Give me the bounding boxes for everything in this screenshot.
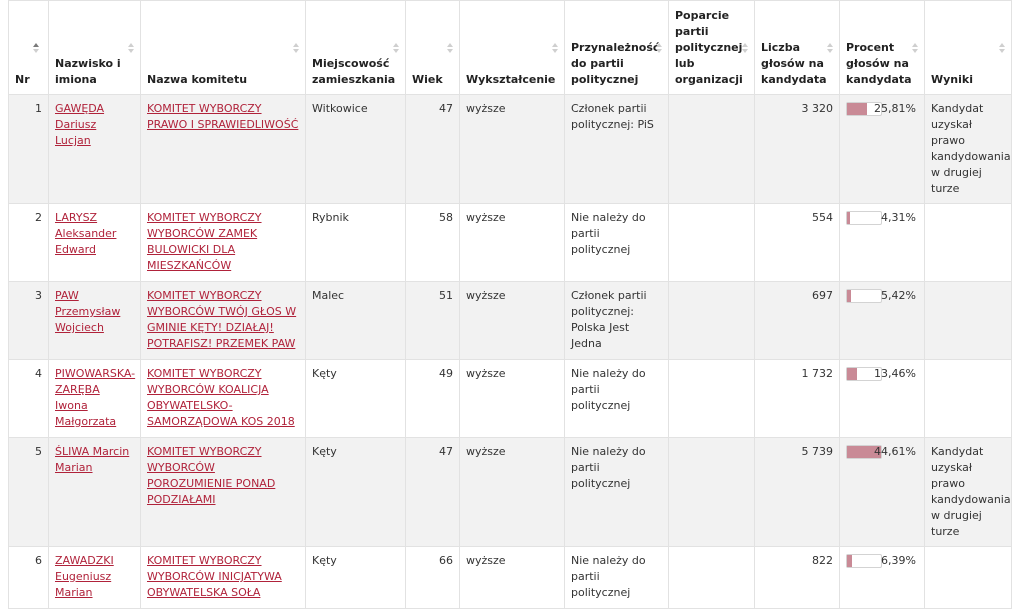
table-row [9,282,1012,360]
percent-value: 13,46% [874,367,916,380]
percent-value: 25,81% [874,102,916,115]
cell-age: 51 [406,282,460,360]
committee-link[interactable]: KOMITET WYBORCZY WYBORCÓW TWÓJ GŁOS W GMINIE KĘTY! DZIAŁAJ! POTRAFISZ! PRZEMEK PAW [147,289,297,350]
percent-value: 6,39% [881,554,916,567]
table-row [9,360,1012,438]
cell-committee [141,95,306,204]
cell-percent [840,95,925,204]
col-header-label: Wykształcenie [466,73,556,86]
cell-city: Kęty [306,438,406,547]
cell-nr: 5 [9,438,49,547]
table-row [9,547,1012,609]
col-header-label: Procent głosów na kandydata [846,41,912,86]
cell-percent [840,360,925,438]
table-row [9,438,1012,547]
percent-bar [846,289,882,303]
cell-committee [141,547,306,609]
header-row [9,1,1012,95]
cell-votes: 822 [755,547,840,609]
candidate-link[interactable]: PIWOWARSKA-ZARĘBA Iwona Małgorzata [55,367,136,428]
cell-result [925,282,1012,360]
cell-party: Nie należy do partii politycznej [565,360,669,438]
sort-icon [293,43,299,53]
col-header-city[interactable] [306,1,406,95]
percent-bar [846,554,882,568]
cell-name [49,547,141,609]
cell-votes: 554 [755,204,840,282]
cell-support [669,360,755,438]
cell-percent [840,438,925,547]
col-header-age[interactable] [406,1,460,95]
cell-name [49,204,141,282]
col-header-percent[interactable] [840,1,925,95]
cell-result [925,547,1012,609]
cell-party: Członek partii politycznej: PiS [565,95,669,204]
cell-support [669,204,755,282]
col-header-name[interactable] [49,1,141,95]
cell-party: Nie należy do partii politycznej [565,547,669,609]
cell-support [669,282,755,360]
cell-votes: 3 320 [755,95,840,204]
cell-committee [141,282,306,360]
sort-icon [447,43,453,53]
cell-percent [840,282,925,360]
col-header-support[interactable] [669,1,755,95]
results-table [8,0,1012,609]
committee-link[interactable]: KOMITET WYBORCZY WYBORCÓW POROZUMIENIE PONAD PODZIAŁAMI [147,445,276,506]
sort-icon [742,43,748,53]
cell-support [669,438,755,547]
cell-party: Nie należy do partii politycznej [565,438,669,547]
sort-icon [827,43,833,53]
cell-name [49,360,141,438]
cell-nr: 2 [9,204,49,282]
candidate-link[interactable]: ŚLIWA Marcin Marian [55,445,130,474]
col-header-party[interactable] [565,1,669,95]
sort-icon [552,43,558,53]
committee-link[interactable]: KOMITET WYBORCZY WYBORCÓW INICJATYWA OBYWATELSKA SOŁA [147,554,282,599]
cell-education: wyższe [460,95,565,204]
col-header-education[interactable] [460,1,565,95]
committee-link[interactable]: KOMITET WYBORCZY PRAWO I SPRAWIEDLIWOŚĆ [147,102,299,131]
cell-votes: 1 732 [755,360,840,438]
cell-party: Członek partii politycznej: Polska Jest Jedna [565,282,669,360]
table-row [9,95,1012,204]
sort-icon [656,43,662,53]
percent-value: 5,42% [881,289,916,302]
col-header-label: Nazwa komitetu [147,73,248,86]
col-header-label: Nr [15,73,30,86]
cell-city: Rybnik [306,204,406,282]
cell-committee [141,204,306,282]
cell-support [669,95,755,204]
col-header-label: Wyniki [931,73,973,86]
candidate-link[interactable]: PAW Przemysław Wojciech [55,289,121,334]
col-header-votes[interactable] [755,1,840,95]
percent-bar [846,211,882,225]
cell-result: Kandydat uzyskał prawo kandydowania w drugiej turze [925,95,1012,204]
cell-name [49,95,141,204]
cell-support [669,547,755,609]
sort-icon [393,43,399,53]
cell-name [49,282,141,360]
cell-votes: 5 739 [755,438,840,547]
col-header-nr[interactable] [9,1,49,95]
sort-icon [128,43,134,53]
col-header-label: Przynależność do partii politycznej [571,41,660,86]
cell-age: 66 [406,547,460,609]
cell-name [49,438,141,547]
cell-nr: 4 [9,360,49,438]
percent-bar-fill [847,555,852,567]
cell-education: wyższe [460,282,565,360]
cell-education: wyższe [460,360,565,438]
percent-value: 44,61% [874,445,916,458]
percent-bar-fill [847,212,850,224]
cell-result: Kandydat uzyskał prawo kandydowania w drugiej turze [925,438,1012,547]
candidate-link[interactable]: ZAWADZKI Eugeniusz Marian [55,554,114,599]
col-header-label: Miejscowość zamieszkania [312,57,396,86]
cell-nr: 1 [9,95,49,204]
cell-city: Kęty [306,547,406,609]
cell-city: Malec [306,282,406,360]
cell-committee [141,360,306,438]
percent-bar-fill [847,290,851,302]
cell-votes: 697 [755,282,840,360]
cell-committee [141,438,306,547]
col-header-label: Nazwisko i imiona [55,57,121,86]
cell-city: Witkowice [306,95,406,204]
cell-result [925,204,1012,282]
cell-nr: 3 [9,282,49,360]
sort-ascending-icon [33,43,39,53]
percent-value: 4,31% [881,211,916,224]
percent-bar-fill [847,368,857,380]
cell-result [925,360,1012,438]
cell-age: 47 [406,95,460,204]
sort-icon [999,43,1005,53]
cell-party: Nie należy do partii politycznej [565,204,669,282]
cell-city: Kęty [306,360,406,438]
results-table-container [8,0,1011,609]
candidate-link[interactable]: LARYSZ Aleksander Edward [55,211,117,256]
col-header-label: Wiek [412,73,443,86]
cell-education: wyższe [460,204,565,282]
cell-education: wyższe [460,547,565,609]
table-row [9,204,1012,282]
cell-age: 58 [406,204,460,282]
col-header-result[interactable] [925,1,1012,95]
committee-link[interactable]: KOMITET WYBORCZY WYBORCÓW KOALICJA OBYWATELSKO-SAMORZĄDOWA KOS 2018 [147,367,295,428]
percent-bar-fill [847,103,867,115]
cell-nr: 6 [9,547,49,609]
col-header-label: Liczba głosów na kandydata [761,41,827,86]
candidate-link[interactable]: GAWĘDA Dariusz Lucjan [55,102,105,147]
col-header-committee[interactable] [141,1,306,95]
sort-icon [912,43,918,53]
cell-percent [840,547,925,609]
col-header-label: Poparcie partii politycznej lub organizacji [675,9,743,86]
cell-age: 49 [406,360,460,438]
committee-link[interactable]: KOMITET WYBORCZY WYBORCÓW ZAMEK BULOWICKI DLA MIESZKAŃCÓW [147,211,262,272]
cell-education: wyższe [460,438,565,547]
cell-percent [840,204,925,282]
cell-age: 47 [406,438,460,547]
